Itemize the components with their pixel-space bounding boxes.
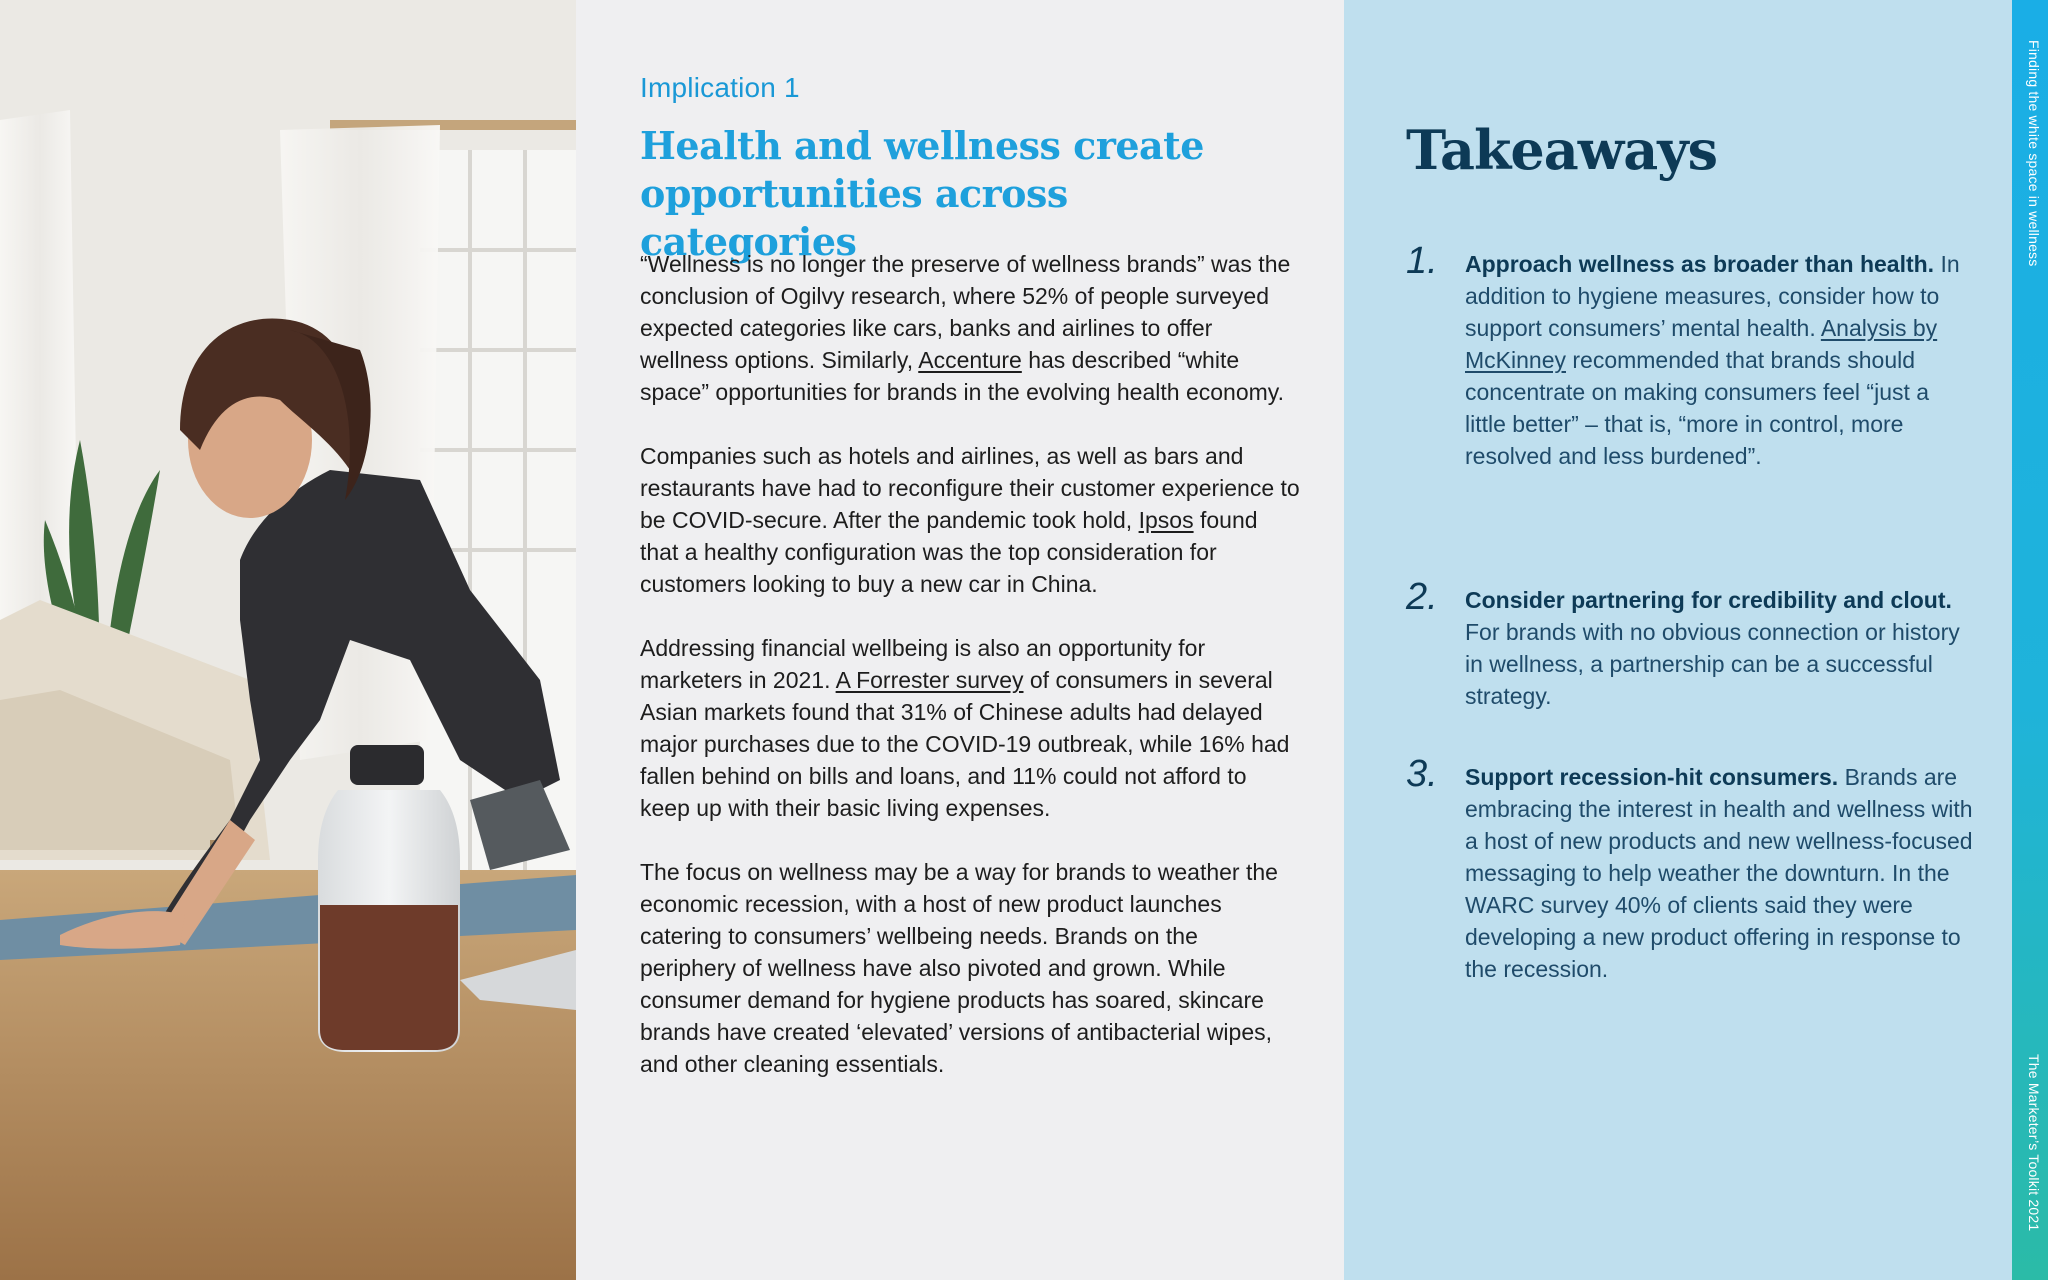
forrester-survey-link[interactable]: A Forrester survey	[835, 667, 1024, 693]
article-body	[640, 248, 1300, 1112]
takeaway-text-2	[1465, 584, 1975, 712]
takeaways-title: Takeaways	[1406, 118, 1718, 182]
paragraph-4: The focus on wellness may be a way for brands to weather the economic recession, with a host of new product launches catering to consumers’ wellbeing needs. Brands on the periphery of wellness have also pivoted and grown. While consumer demand for hygiene products has soared, skincare brands have created ‘elevated’ versions of antibacterial wipes, and other cleaning essentials.	[640, 859, 1278, 1077]
takeaway-heading-2: Consider partnering for credibility and clout.	[1465, 587, 1952, 613]
publication-title-vertical: The Marketer’s Toolkit 2021	[2026, 1054, 2042, 1232]
takeaway-body-1: In addition to hygiene measures, consider how to support consumers’ mental health.	[1465, 251, 1960, 341]
takeaway-heading-3: Support recession-hit consumers.	[1465, 764, 1839, 790]
paragraph-1-text: “Wellness is no longer the preserve of wellness brands” was the conclusion of Ogilvy research, where 52% of people surveyed expected categories like cars, banks and airlines to offer wellness options. Similarly,	[640, 251, 1291, 373]
takeaway-body-1-end: recommended that brands should concentrate on making consumers feel “just a little better” – that is, “more in control, more resolved and less burdened”.	[1465, 347, 1930, 469]
takeaway-number-2: 2.	[1406, 576, 1438, 618]
accenture-link[interactable]: Accenture	[918, 347, 1022, 373]
implication-label: Implication 1	[640, 72, 800, 103]
takeaway-body-3: Brands are embracing the interest in health and wellness with a host of new products and new wellness-focused messaging to help weather the downturn. In the WARC survey 40% of clients said they were developing a new product offering in response to the recession.	[1465, 764, 1973, 982]
paragraph-1-text-end: has described “white space” opportunities for brands in the evolving health economy.	[640, 347, 1284, 405]
mckinney-analysis-link[interactable]: Analysis by McKinney	[1465, 315, 1938, 373]
paragraph-3-text: Addressing financial wellbeing is also an opportunity for marketers in 2021.	[640, 635, 1206, 693]
section-title-vertical: Finding the white space in wellness	[2026, 40, 2042, 267]
section-edge-strip	[2012, 0, 2048, 1280]
takeaway-body-2: For brands with no obvious connection or history in wellness, a partnership can be a successful strategy.	[1465, 619, 1960, 709]
woman-plank-illustration	[0, 0, 576, 1280]
takeaway-number-1: 1.	[1406, 240, 1438, 282]
paragraph-3-text-end: of consumers in several Asian markets found that 31% of Chinese adults had delayed major purchases due to the COVID-19 outbreak, while 16% had fallen behind on bills and loans, and 11% could not afford to keep up with their basic living expenses.	[640, 667, 1290, 821]
paragraph-3	[640, 632, 1300, 824]
takeaway-number-3: 3.	[1406, 753, 1438, 795]
article-headline: Health and wellness create opportunities across categories	[640, 123, 1204, 264]
paragraph-2-text: Companies such as hotels and airlines, as well as bars and restaurants have had to reconfigure their customer experience to be COVID-secure. After the pandemic took hold,	[640, 443, 1300, 533]
article-column	[576, 0, 1344, 1280]
paragraph-2-text-end: found that a healthy configuration was the top consideration for customers looking to buy a new car in China.	[640, 507, 1258, 597]
takeaway-text-3	[1465, 761, 1975, 985]
takeaway-heading-1: Approach wellness as broader than health.	[1465, 251, 1935, 277]
paragraph-1	[640, 248, 1300, 408]
paragraph-2	[640, 440, 1300, 600]
takeaways-panel	[1344, 0, 2012, 1280]
hero-photo	[0, 0, 576, 1280]
takeaway-text-1	[1465, 248, 1975, 472]
ipsos-link[interactable]: Ipsos	[1138, 507, 1194, 533]
